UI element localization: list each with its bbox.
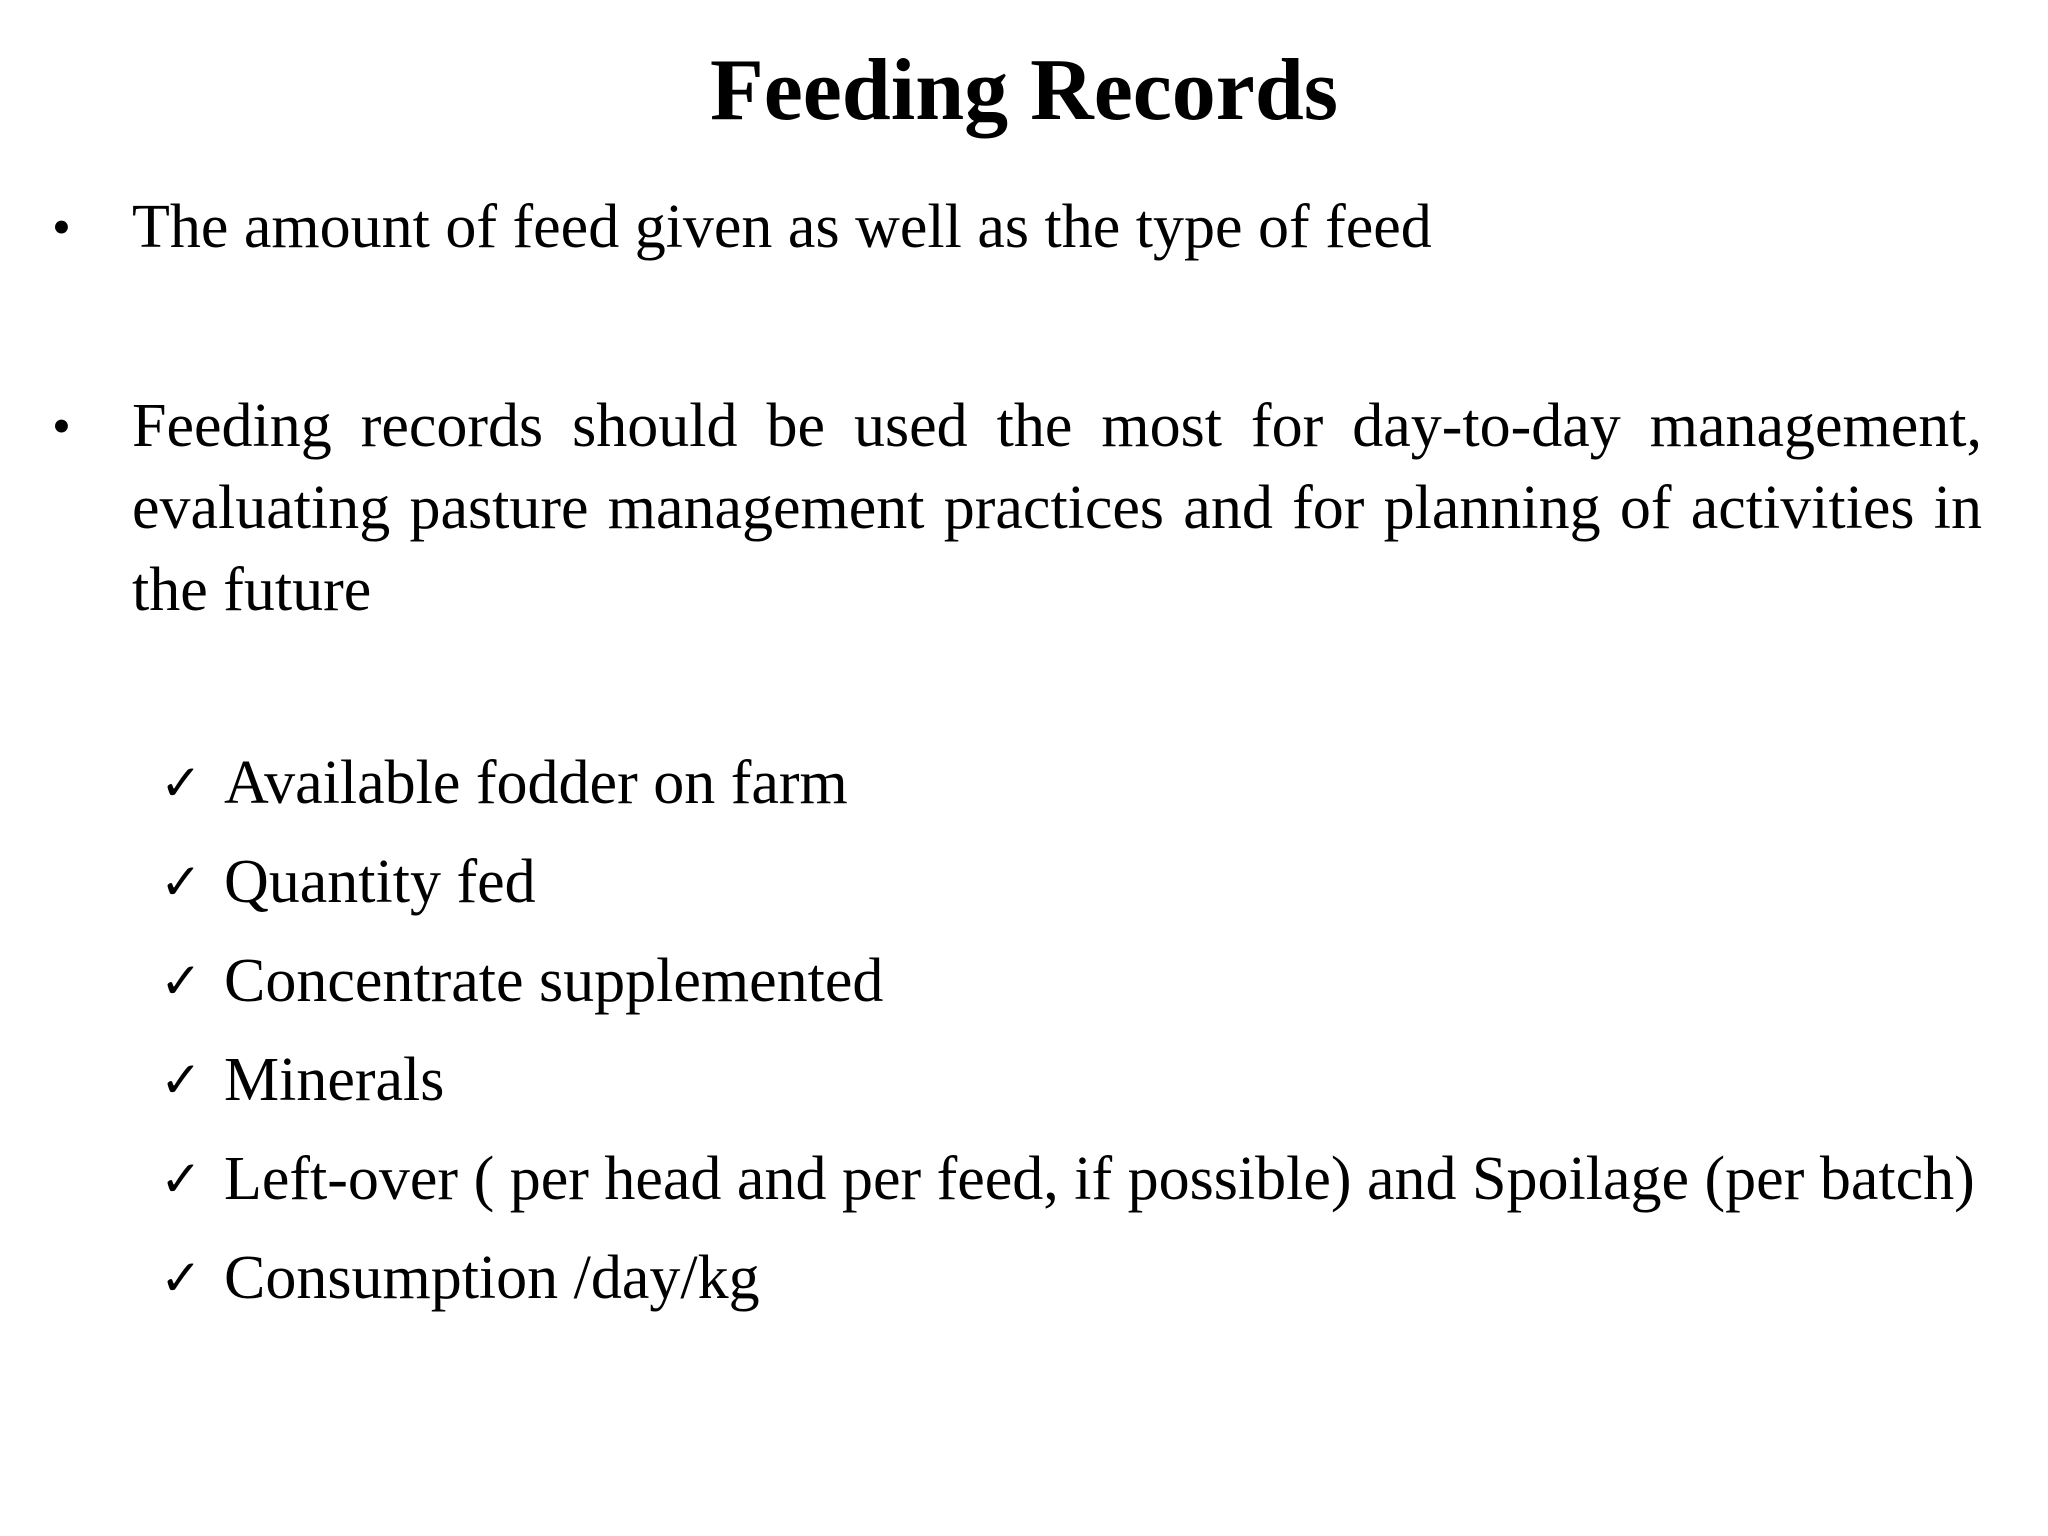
checkmark-icon: ✓ (160, 952, 202, 1010)
checkmark-icon: ✓ (160, 1150, 202, 1208)
checklist-item-label: Available fodder on farm (224, 749, 848, 817)
checklist-item-label: Minerals (224, 1046, 445, 1114)
checklist-item (0, 1138, 2048, 1220)
bullet-icon: • (52, 396, 71, 456)
checkmark-icon: ✓ (160, 1051, 202, 1109)
checklist-item (0, 1039, 2048, 1121)
checkmark-icon: ✓ (160, 1249, 202, 1307)
slide-title: Feeding Records (709, 42, 1339, 139)
bullet-text: The amount of feed given as well as the type of feed (132, 193, 1432, 261)
checklist-item (0, 940, 2048, 1022)
bullet-text: Feeding records should be used the most for day-to-day management, evaluating pasture management practices and for planning of activities in the future (132, 392, 1982, 624)
checklist-item-label: Concentrate supplemented (224, 947, 884, 1015)
bullet-icon: • (52, 197, 71, 257)
checklist-item-label: Left-over ( per head and per feed, if possible) and Spoilage (per batch) (224, 1145, 1975, 1213)
checklist-item (0, 1237, 2048, 1319)
checkmark-icon: ✓ (160, 853, 202, 911)
checklist (0, 742, 2048, 1336)
checklist-item-label: Consumption /day/kg (224, 1244, 760, 1312)
checklist-item (0, 742, 2048, 824)
checklist-item (0, 841, 2048, 923)
checkmark-icon: ✓ (160, 754, 202, 812)
checklist-item-label: Quantity fed (224, 848, 536, 916)
